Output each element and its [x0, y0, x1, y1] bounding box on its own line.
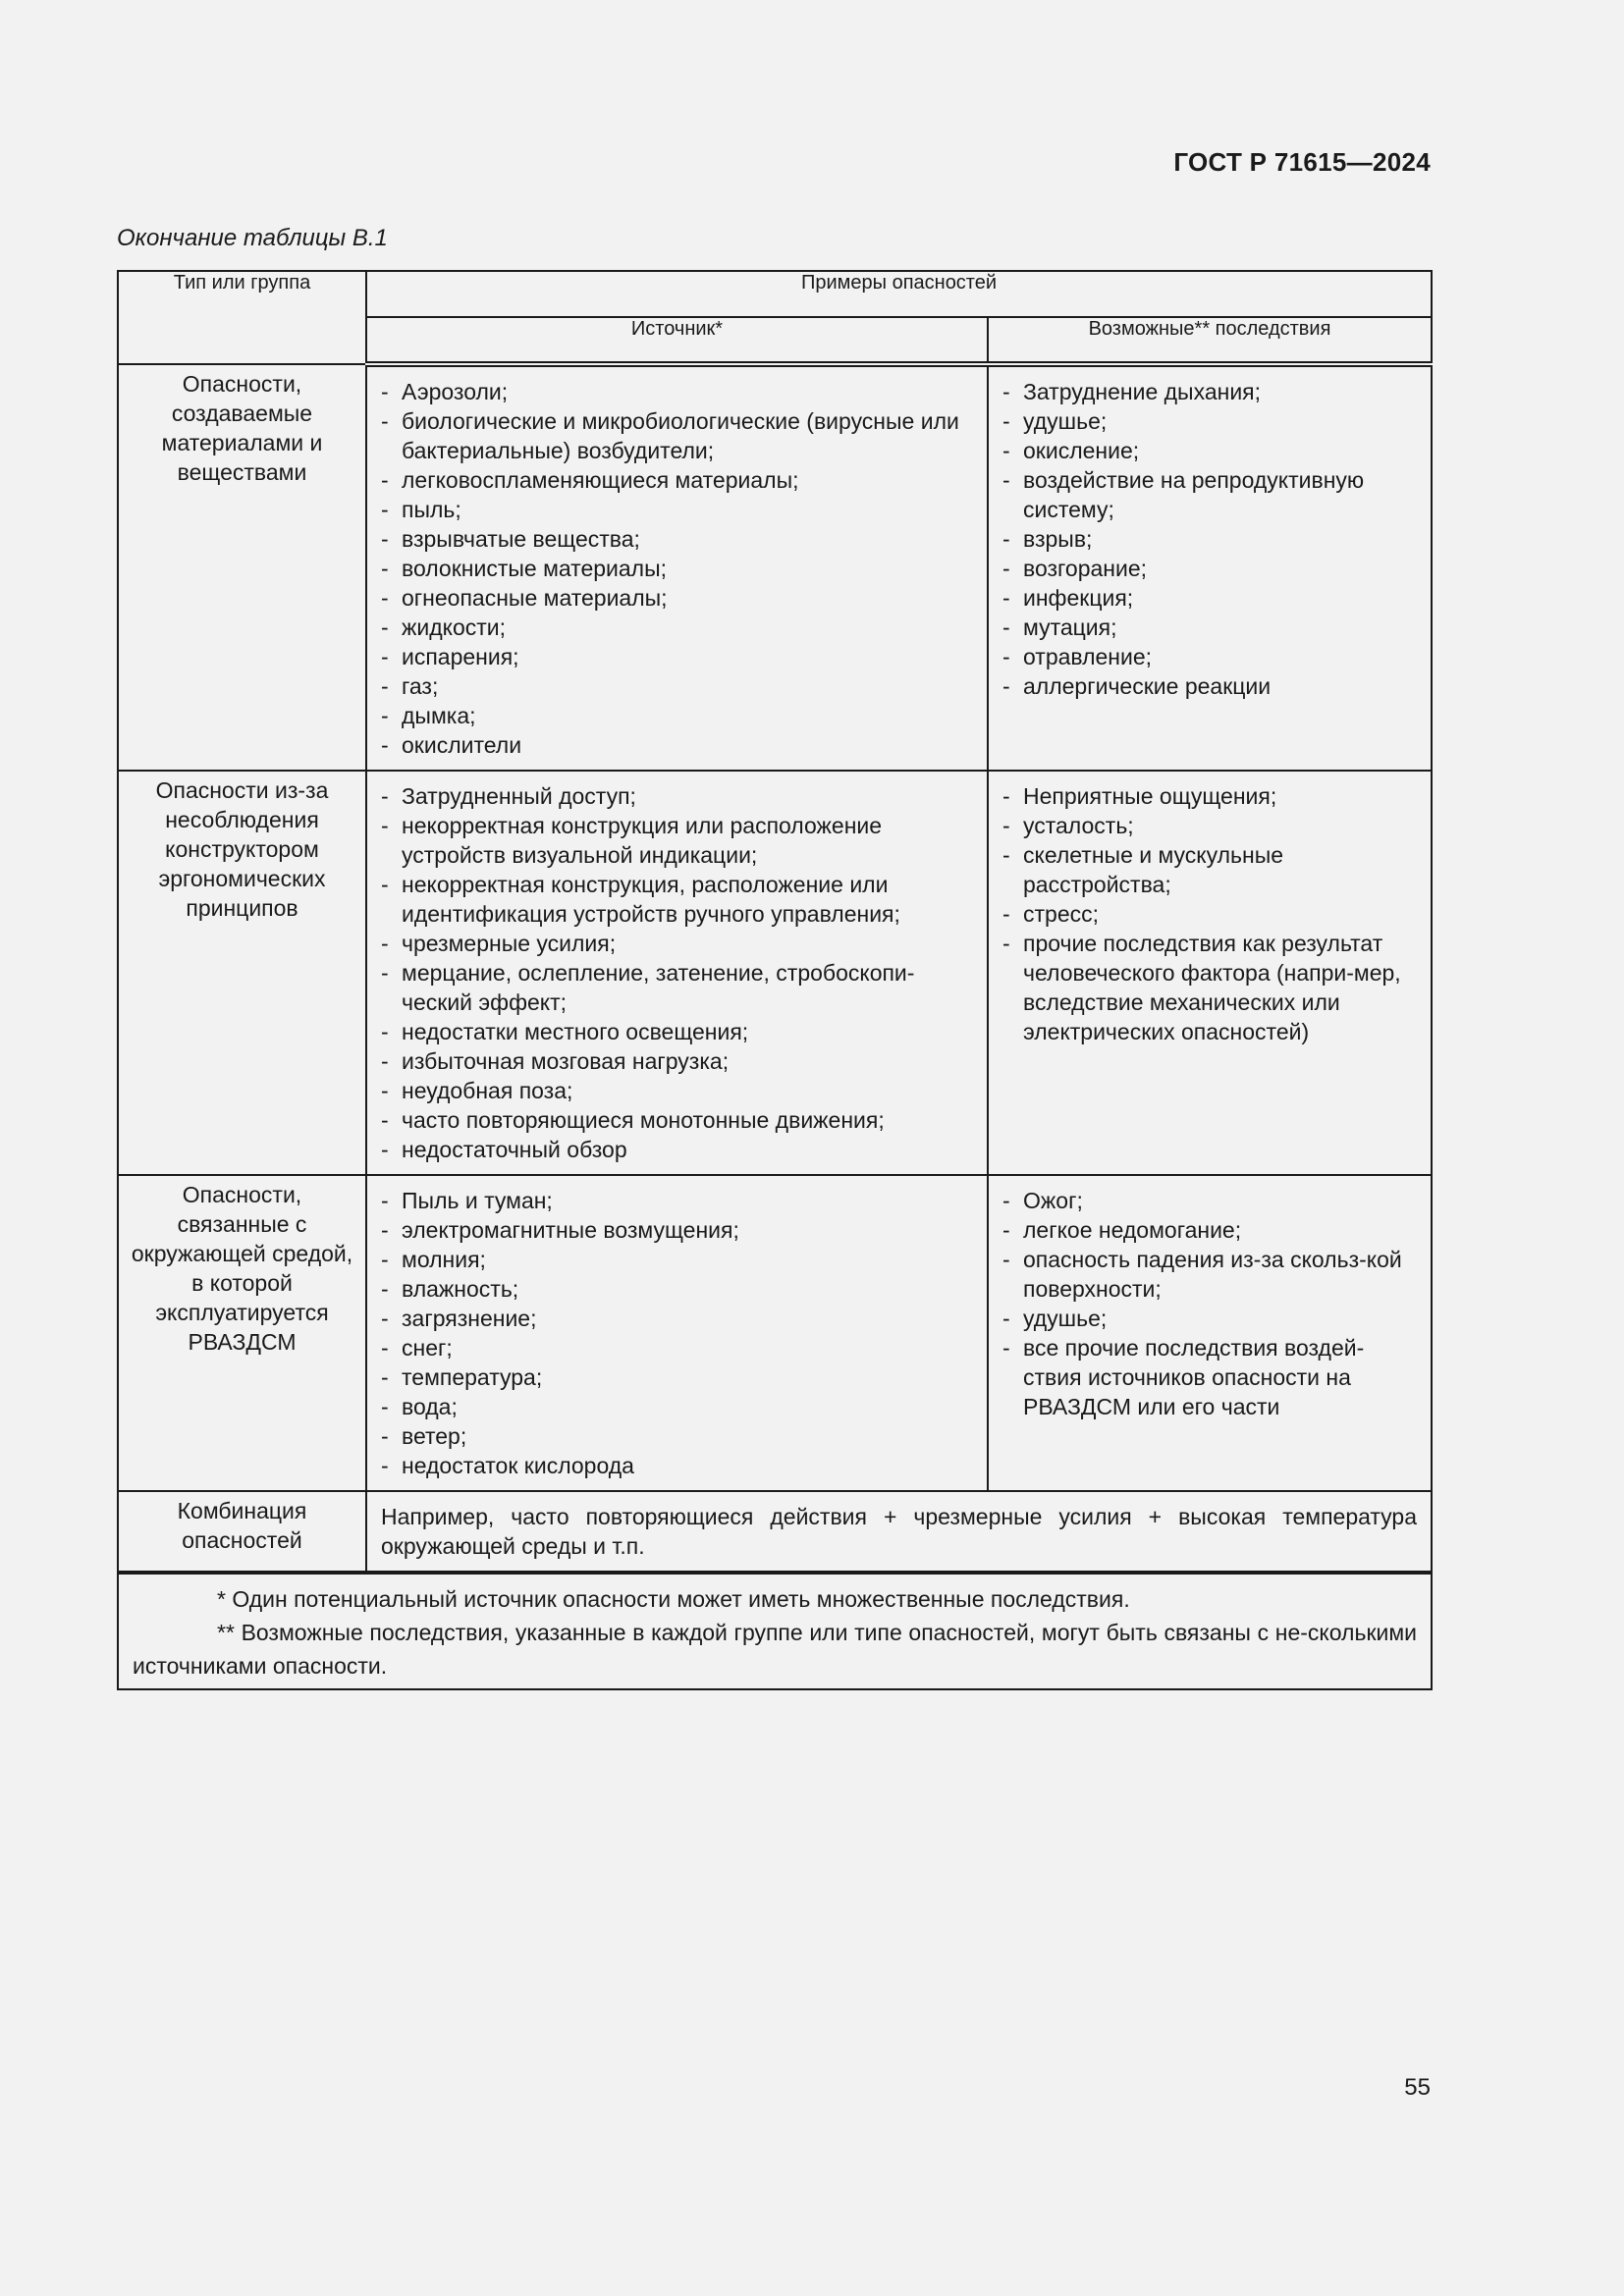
list-item: - снег;	[381, 1333, 975, 1362]
list-item: - часто повторяющиеся монотонные движения;	[381, 1105, 975, 1135]
list-item: - мутация;	[1002, 613, 1419, 642]
list-item: - ветер;	[381, 1421, 975, 1451]
list-item: - некорректная конструкция или расположение устройств визуальной индикации;	[381, 811, 975, 870]
header-consequences: Возможные** последствия	[988, 317, 1432, 364]
list-item: - Ожог;	[1002, 1186, 1419, 1215]
combination-text: Например, часто повторяющиеся действия + чрезмерные усилия + высокая температура окружающей среды и т.п.	[366, 1491, 1432, 1573]
header-examples: Примеры опасностей	[366, 271, 1432, 317]
list-item: - биологические и микробиологические (вирусные или бактериальные) возбудители;	[381, 406, 975, 465]
consequences-cell	[988, 771, 1432, 1175]
list-item: - взрыв;	[1002, 524, 1419, 554]
list-item: - огнеопасные материалы;	[381, 583, 975, 613]
header-source: Источник*	[366, 317, 988, 364]
list-item: - пыль;	[381, 495, 975, 524]
list-item: - отравление;	[1002, 642, 1419, 671]
combination-type: Комбинация опасностей	[118, 1491, 366, 1573]
hazards-table	[117, 270, 1433, 1690]
list-item: - неудобная поза;	[381, 1076, 975, 1105]
list-item: - молния;	[381, 1245, 975, 1274]
list-item: - Аэрозоли;	[381, 377, 975, 406]
list-item: - усталость;	[1002, 811, 1419, 840]
list-item: - влажность;	[381, 1274, 975, 1304]
list-item: - скелетные и мускульные расстройства;	[1002, 840, 1419, 899]
list-item: - легкое недомогание;	[1002, 1215, 1419, 1245]
list-item: - Неприятные ощущения;	[1002, 781, 1419, 811]
consequences-list	[1002, 781, 1419, 1046]
consequences-list	[1002, 1186, 1419, 1421]
table-row	[118, 1175, 1432, 1491]
list-item: - инфекция;	[1002, 583, 1419, 613]
list-item: - испарения;	[381, 642, 975, 671]
list-item: - аллергические реакции	[1002, 671, 1419, 701]
sources-cell	[366, 1175, 988, 1491]
sources-list	[381, 781, 975, 1164]
list-item: - возгорание;	[1002, 554, 1419, 583]
list-item: - дымка;	[381, 701, 975, 730]
consequences-list	[1002, 377, 1419, 701]
header-type: Тип или группа	[118, 271, 366, 364]
list-item: - загрязнение;	[381, 1304, 975, 1333]
sources-cell	[366, 364, 988, 771]
hazard-type: Опасности, связанные с окружающей средой, в которой эксплуатируется РВАЗДСМ	[118, 1175, 366, 1491]
list-item: - Пыль и туман;	[381, 1186, 975, 1215]
table-row-combination	[118, 1491, 1432, 1573]
list-item: - чрезмерные усилия;	[381, 929, 975, 958]
table-row	[118, 771, 1432, 1175]
footnote-source: * Один потенциальный источник опасности может иметь множественные последствия.	[217, 1586, 1130, 1612]
list-item: - удушье;	[1002, 1304, 1419, 1333]
list-item: - стресс;	[1002, 899, 1419, 929]
list-item: - мерцание, ослепление, затенение, стробоскопи-ческий эффект;	[381, 958, 975, 1017]
list-item: - избыточная мозговая нагрузка;	[381, 1046, 975, 1076]
document-id: ГОСТ Р 71615—2024	[1173, 147, 1431, 177]
hazard-type: Опасности, создаваемые материалами и веществами	[118, 364, 366, 771]
table-notes-row	[118, 1573, 1432, 1689]
list-item: - газ;	[381, 671, 975, 701]
table-notes	[118, 1573, 1432, 1689]
table-row	[118, 364, 1432, 771]
list-item: - Затруднение дыхания;	[1002, 377, 1419, 406]
sources-list	[381, 377, 975, 760]
list-item: - температура;	[381, 1362, 975, 1392]
list-item: - волокнистые материалы;	[381, 554, 975, 583]
page-number: 55	[1404, 2074, 1431, 2101]
list-item: - Затрудненный доступ;	[381, 781, 975, 811]
list-item: - недостатки местного освещения;	[381, 1017, 975, 1046]
list-item: - недостаток кислорода	[381, 1451, 975, 1480]
list-item: - легковоспламеняющиеся материалы;	[381, 465, 975, 495]
list-item: - электромагнитные возмущения;	[381, 1215, 975, 1245]
consequences-cell	[988, 1175, 1432, 1491]
sources-cell	[366, 771, 988, 1175]
list-item: - вода;	[381, 1392, 975, 1421]
list-item: - прочие последствия как результат человеческого фактора (напри-мер, вследствие механических или электрических опасностей)	[1002, 929, 1419, 1046]
list-item: - окисление;	[1002, 436, 1419, 465]
list-item: - удушье;	[1002, 406, 1419, 436]
list-item: - некорректная конструкция, расположение или идентификация устройств ручного управления;	[381, 870, 975, 929]
sources-list	[381, 1186, 975, 1480]
list-item: - все прочие последствия воздей-ствия источников опасности на РВАЗДСМ или его части	[1002, 1333, 1419, 1421]
footnote-consequences: ** Возможные последствия, указанные в каждой группе или типе опасностей, могут быть связаны с не-сколькими источниками опасности.	[133, 1620, 1418, 1679]
list-item: - недостаточный обзор	[381, 1135, 975, 1164]
table-caption: Окончание таблицы В.1	[117, 225, 388, 251]
list-item: - опасность падения из-за скольз-кой поверхности;	[1002, 1245, 1419, 1304]
list-item: - окислители	[381, 730, 975, 760]
list-item: - жидкости;	[381, 613, 975, 642]
hazard-type: Опасности из-за несоблюдения конструктором эргономических принципов	[118, 771, 366, 1175]
consequences-cell	[988, 364, 1432, 771]
list-item: - воздействие на репродуктивную систему;	[1002, 465, 1419, 524]
list-item: - взрывчатые вещества;	[381, 524, 975, 554]
